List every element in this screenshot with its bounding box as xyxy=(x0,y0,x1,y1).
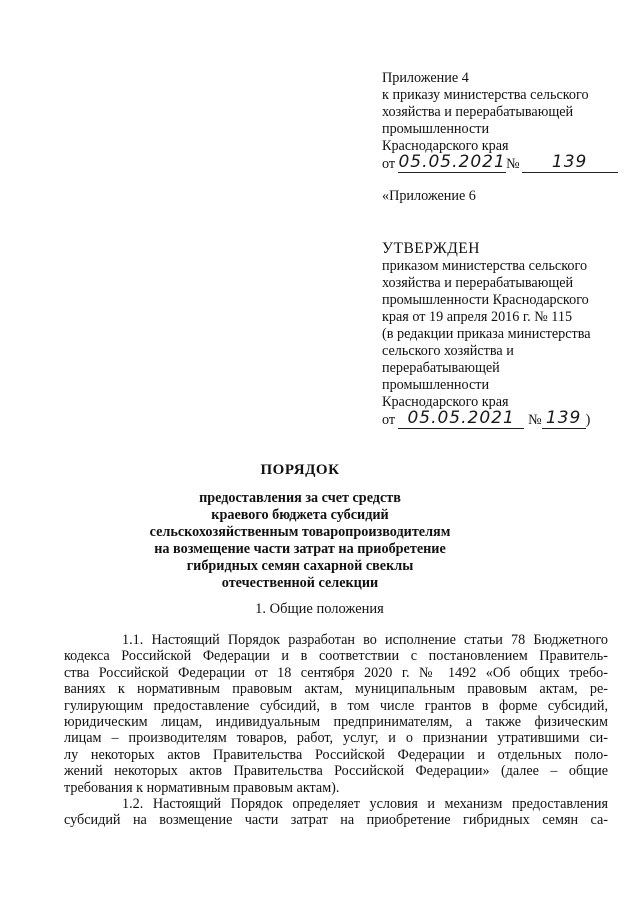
appendix-quote-line: «Приложение 6 xyxy=(382,188,476,204)
approval-line: перерабатывающей xyxy=(382,360,500,376)
approval-date-row xyxy=(382,408,622,429)
section-heading: 1. Общие положения xyxy=(255,601,384,617)
approval-line: сельского хозяйства и xyxy=(382,343,514,359)
paragraph-line: жений некоторых актов Правительства Российской Федерации» (далее – общие xyxy=(64,763,608,780)
number-prefix: № xyxy=(528,412,542,428)
approval-heading: УТВЕРЖДЕН xyxy=(382,240,480,257)
paragraph-line: ваниях к нормативным правовым актам, муниципальным правовым актам, ре- xyxy=(64,681,608,698)
paragraph-line: кодекса Российской Федерации и в соответствии с постановлением Правитель- xyxy=(64,648,608,665)
handwritten-date: 05.05.2021 xyxy=(398,411,524,429)
appendix-line: Приложение 4 xyxy=(382,70,469,86)
document-title xyxy=(100,462,500,592)
approval-line: приказом министерства сельского xyxy=(382,258,588,274)
title-line: гибридных семян сахарной свеклы xyxy=(186,558,414,574)
title-line: отечественной селекции xyxy=(221,575,379,591)
approval-block xyxy=(382,240,622,429)
approval-line: промышленности Краснодарского xyxy=(382,292,589,308)
appendix-line: Краснодарского края xyxy=(382,138,509,154)
title-line: предоставления за счет средств xyxy=(199,490,401,506)
handwritten-number: 139 xyxy=(542,411,586,429)
date-prefix: от xyxy=(382,156,396,172)
title-main: ПОРЯДОК xyxy=(260,462,340,478)
paragraph-line: лу некоторых актов Правительства Российской Федерации и отдельных поло- xyxy=(64,746,608,763)
approval-line: края от 19 апреля 2016 г. № 115 xyxy=(382,309,573,325)
appendix-line: к приказу министерства сельского xyxy=(382,87,589,103)
appendix-header xyxy=(382,70,622,205)
date-prefix: от xyxy=(382,412,396,428)
approval-line: промышленности xyxy=(382,377,490,393)
paragraph-line: ства Российской Федерации от 18 сентября 2020 г. № 1492 «Об общих требо- xyxy=(64,664,608,681)
handwritten-number: 139 xyxy=(522,155,618,173)
handwritten-date: 05.05.2021 xyxy=(398,152,506,172)
appendix-line: хозяйства и перерабатывающей xyxy=(382,104,574,120)
title-line: на возмещение части затрат на приобретение xyxy=(154,541,446,557)
paragraph-line: гулирующим предоставление субсидий, в том числе грантов в форме субсидий, xyxy=(64,697,608,714)
title-line: краевого бюджета субсидий xyxy=(211,507,389,523)
paragraph-line: юридическим лицам, индивидуальным предпринимателям, а также физическим xyxy=(64,714,608,731)
paragraph-line: 1.2. Настоящий Порядок определяет условия и механизм предоставления xyxy=(122,796,608,813)
appendix-date-row xyxy=(382,152,622,173)
body-text xyxy=(64,632,608,829)
approval-line: хозяйства и перерабатывающей xyxy=(382,275,574,291)
appendix-line: промышленности xyxy=(382,121,490,137)
paragraph-line: лицам – производителям товаров, работ, услуг, и о признании утратившими си- xyxy=(64,730,608,747)
approval-line: (в редакции приказа министерства xyxy=(382,326,591,342)
approval-line: Краснодарского края xyxy=(382,394,509,410)
paragraph-line: субсидий на возмещение части затрат на приобретение гибридных семян са- xyxy=(64,812,608,829)
closing-paren: ) xyxy=(585,412,591,428)
title-line: сельскохозяйственным товаропроизводителям xyxy=(149,524,451,540)
paragraph-line: 1.1. Настоящий Порядок разработан во исполнение статьи 78 Бюджетного xyxy=(122,632,608,648)
paragraph-line: требования к нормативным правовым актам). xyxy=(64,779,340,796)
number-prefix: № xyxy=(506,156,520,172)
